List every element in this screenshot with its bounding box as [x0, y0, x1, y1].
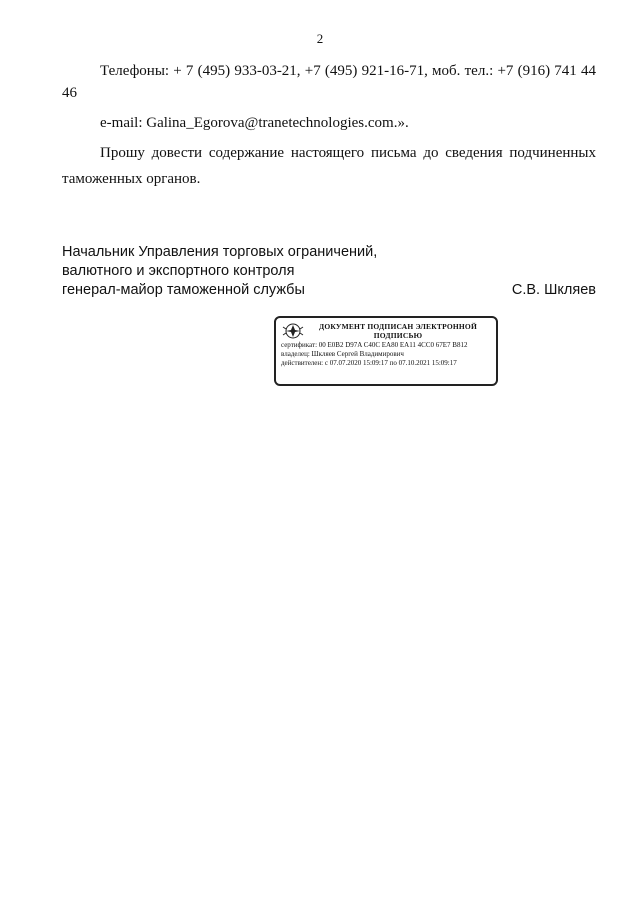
- stamp-owner: владелец: Шкляев Сергей Владимирович: [281, 350, 404, 358]
- stamp-header: [281, 321, 491, 341]
- customs-emblem-icon: [281, 321, 305, 341]
- email-line: e-mail: Galina_Egorova@tranetechnologies.com.».: [100, 115, 409, 131]
- stamp-validity: действителен: с 07.07.2020 15:09:17 по 07.10.2021 15:09:17: [281, 359, 457, 367]
- signature-block: [62, 243, 596, 300]
- stamp-title: ДОКУМЕНТ ПОДПИСАН ЭЛЕКТРОННОЙ ПОДПИСЬЮ: [318, 322, 478, 340]
- signatory-title-line-3: генерал-майор таможенной службы: [62, 282, 305, 298]
- signatory-title-line-2: валютного и экспортного контроля: [62, 263, 295, 279]
- phones-line: Телефоны: + 7 (495) 933-03-21, +7 (495) 921-16-71, моб. тел.: +7 (916) 741 44 46: [62, 63, 596, 101]
- signatory-name: С.В. Шкляев: [511, 282, 596, 298]
- signatory-row: [62, 281, 596, 300]
- signatory-title-line-1: Начальник Управления торговых ограничений,: [62, 244, 378, 260]
- electronic-signature-stamp: [274, 316, 498, 386]
- request-paragraph: Прошу довести содержание настоящего письма до сведения подчиненных таможенных органов.: [62, 145, 596, 187]
- stamp-certificate: сертификат: 00 E0B2 D97A C40C EA80 EA11 4CC0 67E7 B812: [281, 341, 468, 349]
- page-number: 2: [316, 31, 324, 46]
